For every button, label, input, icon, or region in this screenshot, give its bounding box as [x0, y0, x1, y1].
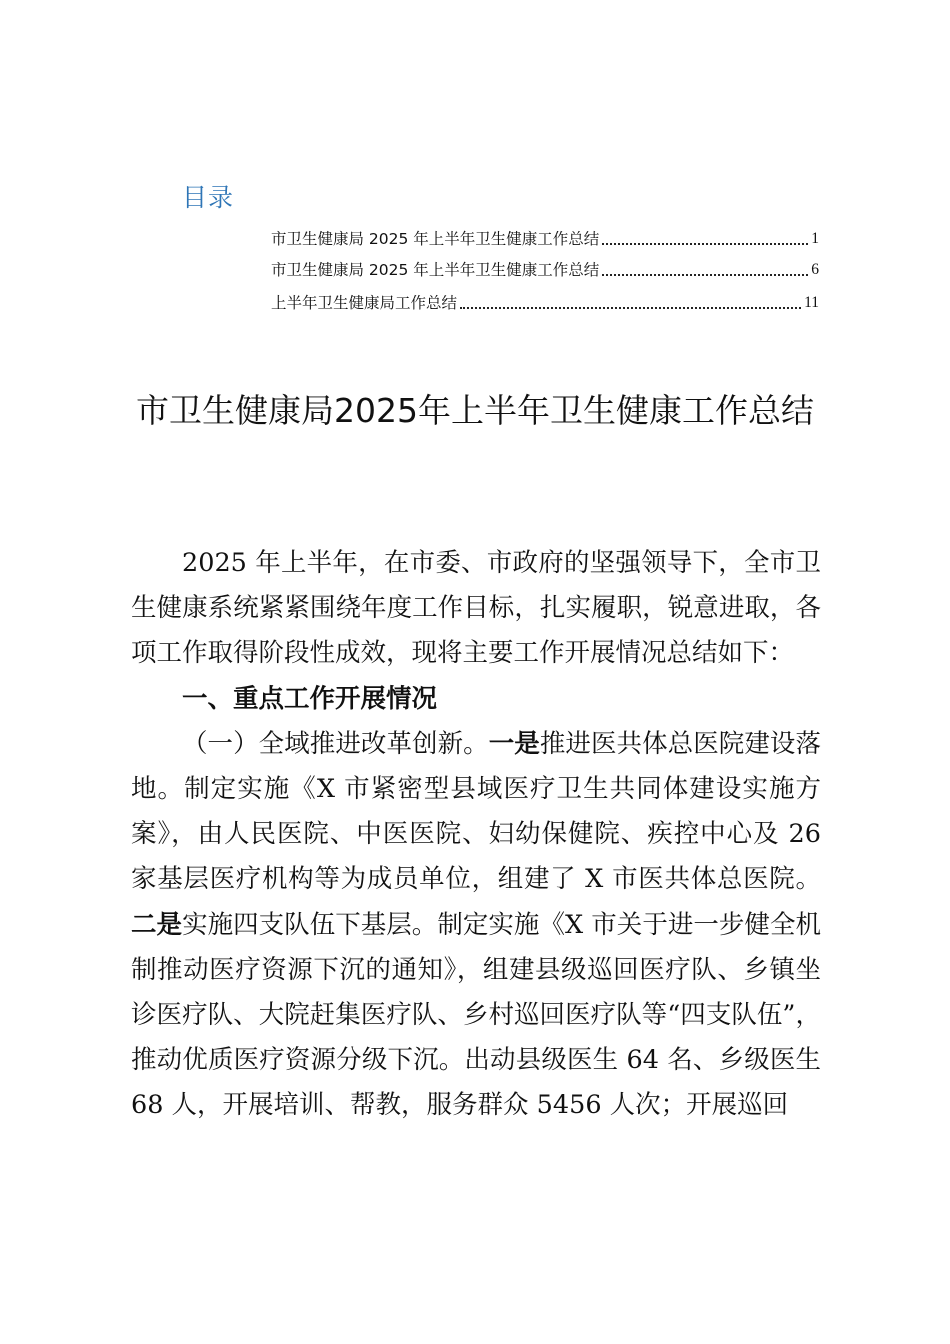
- toc-entry-text[interactable]: 市卫生健康局 2025 年上半年卫生健康工作总结: [271, 261, 600, 279]
- toc-entry[interactable]: [271, 228, 819, 250]
- point-label: 一是: [488, 728, 540, 759]
- point-text: 推进医共体总医院建设落地。制定实施《X 市紧密型县域医疗卫生共同体建设实施方案》，由人民医院、中医医院、妇幼保健院、疾控中心及 26 家基层医疗机构等为成员单位，组建了 X 市医共体总医院。: [131, 728, 821, 895]
- toc-entry-text[interactable]: 市卫生健康局 2025 年上半年卫生健康工作总结: [271, 230, 600, 248]
- toc-entry[interactable]: [271, 292, 819, 314]
- intro-paragraph: 2025 年上半年，在市委、市政府的坚强领导下，全市卫生健康系统紧紧围绕年度工作目标，扎实履职，锐意进取，各项工作取得阶段性成效，现将主要工作开展情况总结如下：: [131, 548, 821, 669]
- toc-leader-dots: [602, 274, 808, 276]
- subsection-label: （一）全域推进改革创新。: [182, 728, 489, 759]
- document-body: [131, 541, 821, 1129]
- toc-entry[interactable]: [271, 259, 819, 281]
- section-paragraph: [131, 722, 821, 1129]
- toc-entry-page: 11: [804, 294, 819, 311]
- toc-entry-page: 6: [811, 261, 819, 278]
- point-label: 二是: [131, 909, 183, 940]
- toc-title: 目录: [182, 183, 235, 212]
- document-title: 市卫生健康局2025年上半年卫生健康工作总结: [136, 391, 814, 430]
- toc-entry-page: 1: [811, 230, 819, 247]
- toc-leader-dots: [460, 307, 801, 309]
- point-text: 实施四支队伍下基层。制定实施《X 市关于进一步健全机制推动医疗资源下沉的通知》，组建县级巡回医疗队、乡镇坐诊医疗队、大院赶集医疗队、乡村巡回医疗队等“四支队伍”，推动优质医疗资源分级下沉。出动县级医生 64 名、乡级医生 68 人，开展培训、帮教，服务群众 5456 人次；开展巡回: [131, 909, 821, 1121]
- section-heading: 一、重点工作开展情况: [182, 683, 438, 714]
- toc-entry-text[interactable]: 上半年卫生健康局工作总结: [271, 294, 458, 312]
- toc-leader-dots: [602, 243, 808, 245]
